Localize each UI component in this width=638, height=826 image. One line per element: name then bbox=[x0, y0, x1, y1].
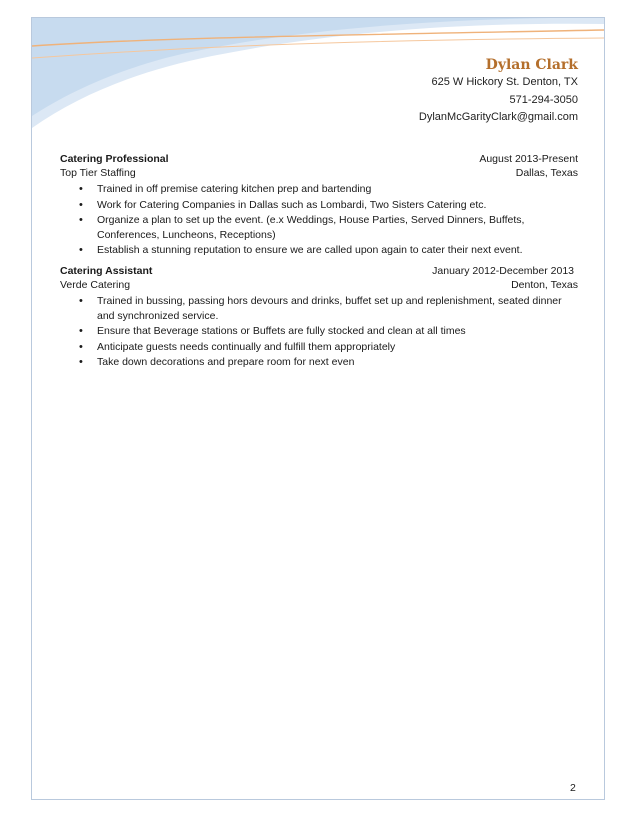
duty-item: • Establish a stunning reputation to ensure we are called upon again to cater their next event. bbox=[97, 243, 578, 258]
phone: 571-294-3050 bbox=[509, 93, 578, 106]
job-location: Denton, Texas bbox=[511, 279, 578, 291]
job-company: Verde Catering bbox=[60, 279, 131, 291]
duty-item: • Trained in bussing, passing hors devours and drinks, buffet set up and replenishment, seated dinner and synchronized service. bbox=[97, 294, 578, 323]
resume-name: Dylan Clark bbox=[485, 57, 578, 73]
job-dates: August 2013-Present bbox=[479, 153, 578, 165]
job-title: Catering Professional bbox=[60, 153, 169, 165]
address: 625 W Hickory St. Denton, TX bbox=[431, 76, 578, 88]
duty-item: • Work for Catering Companies in Dallas such as Lombardi, Two Sisters Catering etc. bbox=[97, 198, 578, 213]
job-title: Catering Assistant bbox=[60, 265, 153, 277]
page-number: 2 bbox=[570, 782, 576, 794]
duty-item: • Ensure that Beverage stations or Buffets are fully stocked and clean at all times bbox=[97, 324, 578, 339]
job-dates: January 2012-December 2013 bbox=[432, 265, 574, 277]
job-entry bbox=[60, 264, 578, 371]
job-duties bbox=[60, 294, 578, 370]
email[interactable]: DylanMcGarityClark@gmail.com bbox=[418, 111, 578, 123]
duty-item: • Take down decorations and prepare room for next even bbox=[97, 355, 578, 370]
job-duties bbox=[60, 182, 578, 258]
job-company: Top Tier Staffing bbox=[60, 167, 136, 179]
contact-header bbox=[419, 56, 578, 127]
duty-item: • Trained in off premise catering kitchen prep and bartending bbox=[97, 182, 578, 197]
duty-item: • Organize a plan to set up the event. (e.x Weddings, House Parties, Served Dinners, Buffets, Conferences, Luncheons, Receptions) bbox=[97, 213, 578, 242]
duty-item: • Anticipate guests needs continually and fulfill them appropriately bbox=[97, 340, 578, 355]
job-location: Dallas, Texas bbox=[515, 167, 578, 179]
page-border bbox=[31, 17, 605, 800]
job-entry bbox=[60, 152, 578, 259]
